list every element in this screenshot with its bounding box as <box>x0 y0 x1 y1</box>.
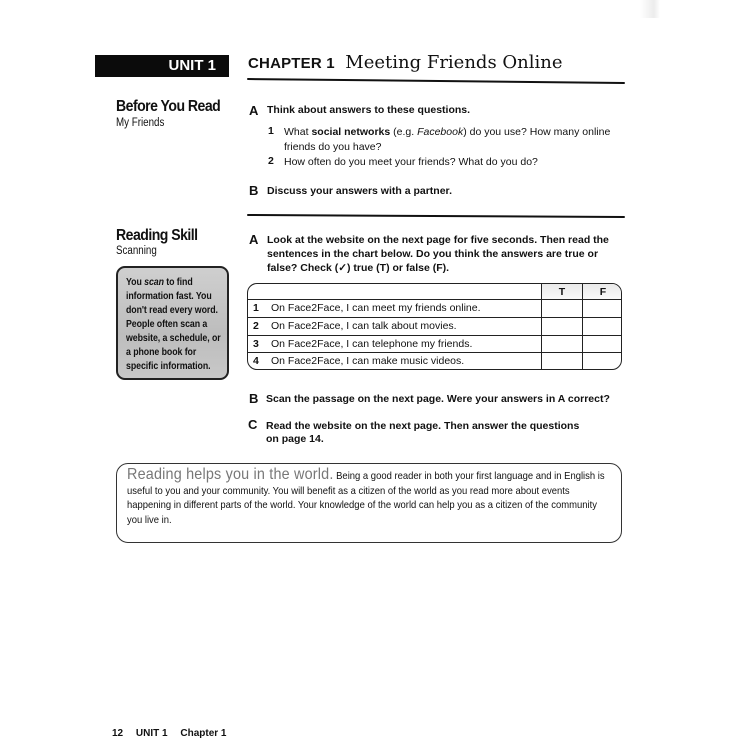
world-info-box <box>116 463 622 543</box>
row-statement: On Face2Face, I can talk about movies. <box>271 320 457 332</box>
before-you-read-subheading: My Friends <box>116 117 165 129</box>
answer-cell-4-true[interactable] <box>543 354 581 369</box>
exercise-letter-b: B <box>249 183 259 198</box>
question-bold-term: social networks <box>311 126 391 138</box>
column-header-true: T <box>542 284 582 300</box>
row-statement: On Face2Face, I can make music videos. <box>271 355 465 367</box>
scanning-tip-box <box>116 266 229 380</box>
skill-exercise-letter-c: C <box>248 417 258 432</box>
exercise-b-instruction: Discuss your answers with a partner. <box>267 185 452 197</box>
question-1 <box>284 125 610 140</box>
scanning-tip-text <box>126 275 223 373</box>
page-footer <box>112 728 236 739</box>
tip-text: to find information fast. You don't read every word. People often scan a website, a schedule, or a phone book for specific information. <box>126 276 221 372</box>
unit-label: UNIT 1 <box>168 57 216 74</box>
question-number-1: 1 <box>268 125 274 137</box>
section-divider <box>247 214 625 218</box>
world-info-text <box>127 468 613 527</box>
reading-skill-heading: Reading Skill <box>116 227 198 244</box>
question-text: ) do you use? How many online <box>463 126 611 138</box>
skill-exercise-c-line-2: on page 14. <box>266 433 324 445</box>
true-false-table <box>247 283 622 370</box>
row-statement: On Face2Face, I can meet my friends online. <box>271 302 481 314</box>
question-text: What <box>284 126 312 138</box>
answer-cell-2-false[interactable] <box>584 319 622 334</box>
column-header-false: F <box>583 284 622 300</box>
question-italic-term: Facebook <box>417 126 464 138</box>
row-number: 4 <box>253 355 259 367</box>
answer-cell-4-false[interactable] <box>584 354 622 369</box>
answer-cell-1-false[interactable] <box>584 301 622 316</box>
tip-italic-term: scan <box>144 276 164 288</box>
chapter-title: Meeting Friends Online <box>345 52 563 73</box>
skill-exercise-a-line-2: sentences in the chart below. Do you think the answers are true or <box>267 248 599 260</box>
skill-exercise-a-line-3: false? Check (✓) true (T) or false (F). <box>267 262 450 274</box>
chapter-label: CHAPTER 1 <box>248 55 335 72</box>
row-number: 1 <box>253 302 259 314</box>
footer-unit: UNIT 1 <box>135 728 168 739</box>
question-text: (e.g. <box>390 126 418 138</box>
row-number: 2 <box>253 320 259 332</box>
question-number-2: 2 <box>268 155 274 167</box>
row-statement: On Face2Face, I can telephone my friends. <box>271 338 473 350</box>
world-info-body: Being a good reader in both your first language and in English is useful to you and your community. You will benefit as a citizen of the world as you read more about events happening in different parts of the world. Your knowledge of the world can help you as a citizen of the community you live in. <box>127 470 605 526</box>
skill-exercise-letter-b: B <box>249 391 259 406</box>
before-you-read-heading: Before You Read <box>116 98 221 115</box>
question-2: How often do you meet your friends? What do you do? <box>284 156 538 168</box>
skill-exercise-b-instruction: Scan the passage on the next page. Were your answers in A correct? <box>266 393 610 405</box>
reading-skill-subheading: Scanning <box>116 245 157 257</box>
row-number: 3 <box>253 338 259 350</box>
question-1-line-2: friends do you have? <box>284 141 382 153</box>
footer-chapter: Chapter 1 <box>180 728 227 739</box>
answer-cell-3-false[interactable] <box>584 337 622 352</box>
skill-exercise-c-line-1: Read the website on the next page. Then answer the questions <box>266 420 580 432</box>
answer-cell-2-true[interactable] <box>543 319 581 334</box>
answer-cell-1-true[interactable] <box>543 301 581 316</box>
tip-text: You <box>126 276 145 288</box>
answer-cell-3-true[interactable] <box>543 337 581 352</box>
scan-artifact <box>640 0 660 18</box>
skill-exercise-letter-a: A <box>249 232 259 247</box>
world-info-lead: Reading helps you in the world. <box>127 466 334 483</box>
unit-banner <box>95 55 229 77</box>
skill-exercise-a-line-1: Look at the website on the next page for five seconds. Then read the <box>267 234 609 246</box>
chapter-heading <box>248 52 563 73</box>
exercise-a-instruction: Think about answers to these questions. <box>267 104 471 116</box>
page-number: 12 <box>112 728 124 739</box>
chapter-underline <box>247 78 625 84</box>
exercise-letter-a: A <box>249 103 259 118</box>
